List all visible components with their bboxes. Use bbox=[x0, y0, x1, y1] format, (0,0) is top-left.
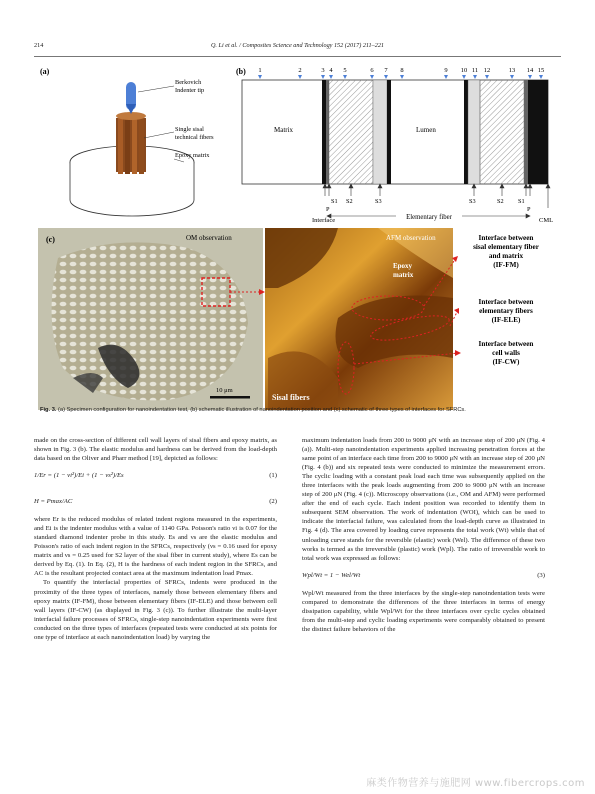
marker-12: 12 bbox=[483, 67, 491, 74]
panel-c-interfaces bbox=[38, 228, 561, 410]
equation-2-number: (2) bbox=[269, 498, 277, 506]
om-title: OM observation bbox=[186, 234, 232, 242]
marker-15: 15 bbox=[537, 67, 545, 74]
bottom-right-p: P bbox=[527, 206, 531, 213]
iface2-line2: elementary fibers bbox=[479, 307, 533, 315]
right-column bbox=[302, 436, 545, 634]
bottom-right-s2: S2 bbox=[497, 198, 504, 205]
equation-2-body: H = Pmax/AC bbox=[34, 498, 73, 506]
marker-3: 3 bbox=[321, 67, 325, 74]
om-image bbox=[38, 228, 263, 410]
sisal-fibers-label: Sisal fibers bbox=[272, 393, 310, 402]
iface1-line2: sisal elementary fiber bbox=[473, 243, 539, 251]
iface1-line4: (IF-FM) bbox=[493, 261, 519, 269]
equation-1-body: 1/Er = (1 − νi²)/Ei + (1 − νs²)/Es bbox=[34, 472, 124, 480]
iface2-line3: (IF-ELE) bbox=[491, 316, 521, 324]
iface3-line1: Interface between bbox=[478, 340, 534, 348]
left-paragraph-1: made on the cross-section of different cell wall layers of sisal fibers and epoxy matrix, as shown in Fig. 3 (b). The elastic modulus and hardness can be derived from the load-depth data based on the Oliver and Pharr method [19], depicted as follows: bbox=[34, 437, 277, 463]
label-elementary-fiber: Elementary fiber bbox=[406, 214, 452, 221]
epoxy-label-line2: matrix bbox=[393, 271, 414, 279]
figure-3 bbox=[34, 60, 561, 410]
marker-5: 5 bbox=[343, 67, 347, 74]
caption-label: Fig. 3. bbox=[40, 407, 57, 413]
panel-a-specimen bbox=[34, 60, 234, 220]
marker-10: 10 bbox=[460, 67, 468, 74]
page-number: 214 bbox=[34, 42, 44, 49]
label-berkovich: Berkovich bbox=[175, 79, 202, 86]
label-technical-fibers: technical fibers bbox=[175, 134, 214, 141]
marker-2: 2 bbox=[298, 67, 302, 74]
header-rule bbox=[34, 56, 561, 57]
marker-6: 6 bbox=[370, 67, 374, 74]
marker-13: 13 bbox=[508, 67, 516, 74]
region-lumen: Lumen bbox=[416, 126, 436, 134]
label-cml: CML bbox=[539, 217, 554, 224]
marker-9: 9 bbox=[444, 67, 448, 74]
equation-3-number: (3) bbox=[537, 571, 545, 579]
panel-b-schematic bbox=[234, 60, 561, 230]
marker-8: 8 bbox=[400, 67, 404, 74]
marker-7: 7 bbox=[384, 67, 388, 74]
iface1-line1: Interface between bbox=[478, 234, 534, 242]
panel-c-tag: (c) bbox=[46, 235, 55, 244]
iface2-line1: Interface between bbox=[478, 298, 534, 306]
marker-4: 4 bbox=[329, 67, 333, 74]
left-paragraph-3: To quantify the interfacial properties of SFRCs, indents were produced in the proximity of the three types of interfaces, namely those between elementary fibers and epoxy matrix (IF-FM), those between elementary fibers (IF-ELE) and those between cell wall layers (IF-CW) (as displayed in Fig. 3 (c)). To further illustrate the multi-layer interfacial failure processes of SFRCs, single-step nanoindentation experiments were first conducted on the three types of interfaces (repeated tests were conducted at six points for one type of interface at each nanoindentation load) by varying the bbox=[34, 579, 277, 641]
marker-14: 14 bbox=[526, 67, 534, 74]
iface1-line3: and matrix bbox=[488, 252, 524, 260]
bottom-left-s3: S3 bbox=[375, 198, 382, 205]
bottom-left-p: P bbox=[326, 206, 330, 213]
panel-b-tag: (b) bbox=[236, 67, 246, 76]
indenter-tip-icon bbox=[126, 82, 136, 114]
right-paragraph-1: maximum indentation loads from 200 to 9000 μN with an increase step of 200 μN (Fig. 4 (a)). Multi-step nanoindentation experiments applied increasing penetration forces at the same point of an interface each time from 200 to 9000 μN with an increase step of 200 μN (Fig. 4 (b)) and six repeated tests were conducted to minimize the measurement errors. The cyclic loading with a constant peak load each time was subsequently applied on the three interfaces with the peak loads augmenting from 200 to 9000 μN with an increase step of 200 μN (Fig. 4 (c)). Microscopy observations (i.e., OM and AFM) were performed after the end of each cycle. Each indent position was recorded to identify them in subsequent SEM observation. The work of indentation (WOI), which can be used to indicate the interfacial failure, was calculated from the load-depth curve as illustrated in Fig. 4 (d). The area covered by loading curve represents the total work (Wt) while that of unloading curve stands for the reversible (elastic) work (Wel). The difference of these two works is termed as the irreversible (plastic) work (Wpl). The ratio of irreversible work to total work was expressed as follows: bbox=[302, 437, 545, 562]
position-markers bbox=[258, 67, 544, 79]
label-interface: Interface bbox=[312, 217, 336, 224]
region-matrix: Matrix bbox=[274, 126, 294, 134]
bottom-left-s2: S2 bbox=[346, 198, 353, 205]
bottom-right-s3: S3 bbox=[469, 198, 476, 205]
marker-11: 11 bbox=[471, 67, 479, 74]
figure-caption bbox=[40, 407, 560, 413]
equation-1 bbox=[34, 463, 277, 489]
running-header bbox=[34, 42, 561, 54]
panel-a-tag: (a) bbox=[40, 67, 50, 76]
caption-text: (a) Specimen configuration for nanoindentation test, (b) schematic illustration of nanoindentation position and (c) schematic of three types of interfaces for SFRCs. bbox=[58, 407, 466, 413]
label-single-sisal: Single sisal bbox=[175, 126, 204, 133]
bottom-left-s1: S1 bbox=[331, 198, 338, 205]
bottom-right-s1: S1 bbox=[518, 198, 525, 205]
equation-3 bbox=[302, 563, 545, 589]
scale-bar-label: 10 μm bbox=[216, 387, 233, 394]
epoxy-label-line1: Epoxy bbox=[393, 262, 413, 270]
label-indenter-tip: Indenter tip bbox=[175, 87, 205, 94]
iface3-line3: (IF-CW) bbox=[492, 358, 520, 366]
right-paragraph-2: Wpl/Wt measured from the three interfaces by the single-step nanoindentation tests were compared to demonstrate the differences of the three interfaces in terms of energy dissipation capability, while Wpl/Wt for the three interfaces over cyclic cycles obtained from the multi-step and cyclic loading experiments were comparably obtained to present the distinct failure behaviors of the bbox=[302, 589, 545, 633]
fiber-bundle-icon bbox=[116, 112, 146, 174]
left-column bbox=[34, 436, 277, 642]
equation-2 bbox=[34, 489, 277, 515]
journal-citation: Q. Li et al. / Composites Science and Technology 152 (2017) 211–221 bbox=[210, 42, 385, 49]
iface3-line2: cell walls bbox=[492, 349, 520, 357]
afm-image bbox=[265, 228, 453, 410]
afm-title: AFM observation bbox=[386, 234, 436, 242]
label-epoxy-matrix: Epoxy matrix bbox=[175, 152, 210, 159]
watermark: 麻类作物营养与施肥网 www.fibercrops.com bbox=[366, 778, 585, 789]
left-paragraph-2: where Er is the reduced modulus of related indent regions measured in the experiments, and Ei is the indenter modulus with a value of 1140 GPa. Poisson's ratio νi is 0.07 for the standard diamond indenter probe in this study. Es and νs are the elastic modulus and Poisson's ratio of each indent region in the SFRCs, respectively (νs = 0.16 used for epoxy matrix and νs = 0.25 used for S2 layer of the sisal fiber in current study), where Es can be derived by Eq. (1). In Eq. (2), H is the hardness of each indent region in the SFRCs, and AC is the resultant projected contact area at the maximum indentation load Pmax. bbox=[34, 516, 277, 578]
equation-3-body: Wpl/Wt = 1 − Wel/Wt bbox=[302, 571, 361, 579]
marker-1: 1 bbox=[258, 67, 262, 74]
equation-1-number: (1) bbox=[269, 472, 277, 480]
